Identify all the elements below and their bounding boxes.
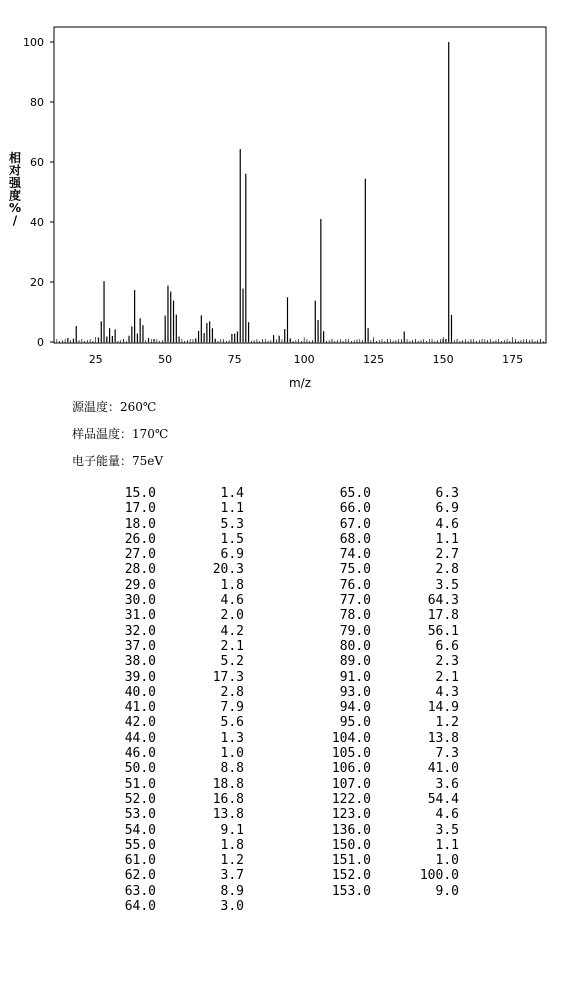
peak-mz: 63.0 — [124, 883, 156, 899]
peak-intensity: 1.2 — [435, 715, 459, 731]
y-tick-label: 0 — [37, 336, 44, 349]
peak-row — [315, 807, 459, 822]
peak-intensity: 5.6 — [220, 715, 244, 731]
peak-row — [100, 746, 244, 761]
peak-mz: 65.0 — [339, 486, 371, 501]
x-tick-label: 125 — [363, 353, 385, 366]
peak-mz: 30.0 — [124, 593, 156, 609]
peak-intensity: 1.8 — [220, 577, 244, 593]
peak-mz: 27.0 — [124, 547, 156, 563]
peak-mz: 50.0 — [124, 761, 156, 777]
peak-mz: 15.0 — [124, 486, 156, 501]
peak-intensity: 1.1 — [220, 501, 244, 517]
peak-row — [100, 547, 244, 562]
peak-row — [100, 517, 244, 532]
peak-row — [100, 777, 244, 792]
peak-intensity: 1.4 — [220, 486, 244, 501]
peak-row — [100, 792, 244, 807]
peak-intensity: 2.8 — [435, 562, 459, 578]
peak-intensity: 2.1 — [220, 638, 244, 654]
peak-row — [315, 562, 459, 577]
peak-mz: 107.0 — [331, 776, 371, 792]
peak-row — [100, 501, 244, 516]
peak-row — [100, 578, 244, 593]
peak-row — [100, 654, 244, 669]
source-temperature: 源温度：260℃ — [72, 400, 157, 414]
peak-mz: 64.0 — [124, 899, 156, 915]
peak-mz: 18.0 — [124, 516, 156, 532]
peak-intensity: 3.5 — [435, 822, 459, 838]
peak-mz: 95.0 — [339, 715, 371, 731]
peak-mz: 136.0 — [331, 822, 371, 838]
peak-mz: 31.0 — [124, 608, 156, 624]
peak-intensity: 1.0 — [435, 853, 459, 869]
peak-column-right — [315, 486, 459, 899]
peak-row — [315, 700, 459, 715]
peak-row — [315, 532, 459, 547]
peak-intensity: 4.6 — [435, 516, 459, 532]
peak-intensity: 5.3 — [220, 516, 244, 532]
peak-mz: 41.0 — [124, 700, 156, 716]
peak-mz: 76.0 — [339, 577, 371, 593]
peak-mz: 44.0 — [124, 730, 156, 746]
peak-row — [100, 624, 244, 639]
peak-intensity: 8.9 — [220, 883, 244, 899]
peak-mz: 32.0 — [124, 623, 156, 639]
y-tick-label: 20 — [30, 276, 44, 289]
peak-intensity: 1.8 — [220, 837, 244, 853]
y-tick-label: 40 — [30, 216, 44, 229]
peak-intensity: 54.4 — [427, 791, 459, 807]
x-tick-label: 75 — [227, 353, 242, 366]
peak-intensity: 3.0 — [220, 899, 244, 915]
peak-mz: 42.0 — [124, 715, 156, 731]
peak-intensity: 2.1 — [435, 669, 459, 685]
peak-intensity: 16.8 — [212, 791, 244, 807]
y-axis-label-char: % — [8, 201, 22, 215]
peak-row — [100, 700, 244, 715]
peak-intensity: 56.1 — [427, 623, 459, 639]
y-tick-label: 100 — [23, 36, 44, 49]
peak-mz: 80.0 — [339, 638, 371, 654]
peak-intensity: 18.8 — [212, 776, 244, 792]
x-tick-label: 50 — [158, 353, 173, 366]
peak-intensity: 20.3 — [212, 562, 244, 578]
peak-intensity: 1.5 — [220, 531, 244, 547]
peak-row — [315, 838, 459, 853]
x-axis-label: m/z — [288, 376, 312, 390]
peak-row — [315, 731, 459, 746]
peak-column-left — [100, 486, 244, 914]
peak-mz: 53.0 — [124, 807, 156, 823]
peak-intensity: 2.7 — [435, 547, 459, 563]
peak-mz: 152.0 — [331, 868, 371, 884]
peak-row — [315, 547, 459, 562]
y-tick-label: 80 — [30, 96, 44, 109]
peak-intensity: 1.2 — [220, 853, 244, 869]
baseline-noise — [57, 339, 543, 342]
peak-row — [315, 777, 459, 792]
peak-mz: 61.0 — [124, 853, 156, 869]
peak-mz: 79.0 — [339, 623, 371, 639]
y-tick-label: 60 — [30, 156, 44, 169]
peak-intensity: 64.3 — [427, 593, 459, 609]
peak-mz: 62.0 — [124, 868, 156, 884]
peak-row — [315, 517, 459, 532]
peak-intensity: 8.8 — [220, 761, 244, 777]
peak-mz: 106.0 — [331, 761, 371, 777]
peak-intensity: 3.5 — [435, 577, 459, 593]
peak-row — [100, 761, 244, 776]
peak-intensity: 9.1 — [220, 822, 244, 838]
peak-intensity: 17.8 — [427, 608, 459, 624]
peak-intensity: 5.2 — [220, 654, 244, 670]
peak-intensity: 6.3 — [435, 486, 459, 501]
peak-row — [315, 746, 459, 761]
peak-intensity: 1.3 — [220, 730, 244, 746]
peak-row — [100, 685, 244, 700]
plot-frame — [54, 27, 546, 343]
peak-row — [100, 731, 244, 746]
peak-intensity: 6.6 — [435, 638, 459, 654]
peak-mz: 94.0 — [339, 700, 371, 716]
peak-intensity: 9.0 — [435, 883, 459, 899]
peak-mz: 122.0 — [331, 791, 371, 807]
peak-row — [315, 486, 459, 501]
sample-temperature: 样品温度：170℃ — [72, 427, 169, 441]
peak-mz: 51.0 — [124, 776, 156, 792]
peak-intensity: 13.8 — [427, 730, 459, 746]
peak-row — [100, 884, 244, 899]
peak-mz: 78.0 — [339, 608, 371, 624]
y-axis-label — [8, 150, 22, 228]
peak-mz: 52.0 — [124, 791, 156, 807]
peak-mz: 28.0 — [124, 562, 156, 578]
peak-row — [100, 562, 244, 577]
mass-spectrum-chart — [0, 0, 570, 400]
peak-mz: 67.0 — [339, 516, 371, 532]
peak-intensity: 100.0 — [419, 868, 459, 884]
peak-intensity: 4.6 — [220, 593, 244, 609]
y-axis-label-char: / — [12, 213, 18, 228]
x-axis — [54, 337, 546, 366]
x-tick-label: 100 — [293, 353, 315, 366]
peak-row — [315, 654, 459, 669]
peak-row — [100, 486, 244, 501]
peak-row — [315, 578, 459, 593]
peak-intensity: 1.0 — [220, 746, 244, 762]
y-axis-label-char: 相 — [8, 151, 22, 165]
peak-mz: 46.0 — [124, 746, 156, 762]
peak-mz: 77.0 — [339, 593, 371, 609]
peak-row — [100, 608, 244, 623]
peak-intensity: 2.0 — [220, 608, 244, 624]
peak-mz: 29.0 — [124, 577, 156, 593]
peak-intensity: 4.3 — [435, 684, 459, 700]
peak-row — [100, 853, 244, 868]
peak-mz: 151.0 — [331, 853, 371, 869]
peak-mz: 153.0 — [331, 883, 371, 899]
peak-intensity: 7.9 — [220, 700, 244, 716]
peak-row — [315, 761, 459, 776]
peak-intensity: 3.7 — [220, 868, 244, 884]
peak-intensity: 6.9 — [435, 501, 459, 517]
peak-row — [100, 807, 244, 822]
peak-mz: 89.0 — [339, 654, 371, 670]
peak-mz: 39.0 — [124, 669, 156, 685]
y-axis-label-char: 度 — [8, 188, 22, 203]
peak-mz: 91.0 — [339, 669, 371, 685]
peak-mz: 150.0 — [331, 837, 371, 853]
peak-intensity: 7.3 — [435, 746, 459, 762]
peak-mz: 105.0 — [331, 746, 371, 762]
peak-row — [315, 868, 459, 883]
peak-mz: 54.0 — [124, 822, 156, 838]
peak-row — [100, 715, 244, 730]
peak-row — [315, 593, 459, 608]
peak-intensity: 41.0 — [427, 761, 459, 777]
y-axis-label-char: 强 — [8, 176, 22, 190]
peak-row — [100, 670, 244, 685]
y-axis — [23, 36, 54, 349]
peak-row — [315, 792, 459, 807]
peak-row — [315, 823, 459, 838]
peak-intensity: 2.3 — [435, 654, 459, 670]
peak-mz: 66.0 — [339, 501, 371, 517]
x-tick-label: 175 — [502, 353, 524, 366]
peak-intensity: 1.1 — [435, 531, 459, 547]
peak-row — [100, 868, 244, 883]
peak-mz: 75.0 — [339, 562, 371, 578]
peak-row — [315, 624, 459, 639]
peak-intensity: 14.9 — [427, 700, 459, 716]
peak-row — [100, 532, 244, 547]
spectrum-bars — [68, 42, 452, 342]
peak-intensity: 13.8 — [212, 807, 244, 823]
peak-mz: 93.0 — [339, 684, 371, 700]
peak-row — [315, 685, 459, 700]
peak-row — [315, 501, 459, 516]
peak-intensity: 4.2 — [220, 623, 244, 639]
peak-intensity: 3.6 — [435, 776, 459, 792]
peak-row — [315, 884, 459, 899]
peak-intensity: 17.3 — [212, 669, 244, 685]
peak-row — [315, 670, 459, 685]
peak-mz: 26.0 — [124, 531, 156, 547]
y-axis-label-char: 对 — [8, 163, 22, 178]
peak-row — [100, 823, 244, 838]
x-tick-label: 25 — [88, 353, 103, 366]
peak-mz: 104.0 — [331, 730, 371, 746]
peak-row — [315, 608, 459, 623]
peak-row — [100, 838, 244, 853]
peak-row — [100, 639, 244, 654]
peak-intensity: 2.8 — [220, 684, 244, 700]
peak-row — [100, 593, 244, 608]
peak-mz: 40.0 — [124, 684, 156, 700]
peak-row — [315, 639, 459, 654]
peak-mz: 123.0 — [331, 807, 371, 823]
x-tick-label: 150 — [432, 353, 454, 366]
peak-intensity: 4.6 — [435, 807, 459, 823]
peak-intensity: 6.9 — [220, 547, 244, 563]
peak-mz: 17.0 — [124, 501, 156, 517]
peak-mz: 74.0 — [339, 547, 371, 563]
peak-mz: 38.0 — [124, 654, 156, 670]
peak-mz: 55.0 — [124, 837, 156, 853]
peak-row — [315, 853, 459, 868]
peak-mz: 68.0 — [339, 531, 371, 547]
electron-energy: 电子能量：75eV — [72, 454, 164, 468]
peak-intensity: 1.1 — [435, 837, 459, 853]
peak-row — [100, 899, 244, 914]
peak-row — [315, 715, 459, 730]
peak-mz: 37.0 — [124, 638, 156, 654]
